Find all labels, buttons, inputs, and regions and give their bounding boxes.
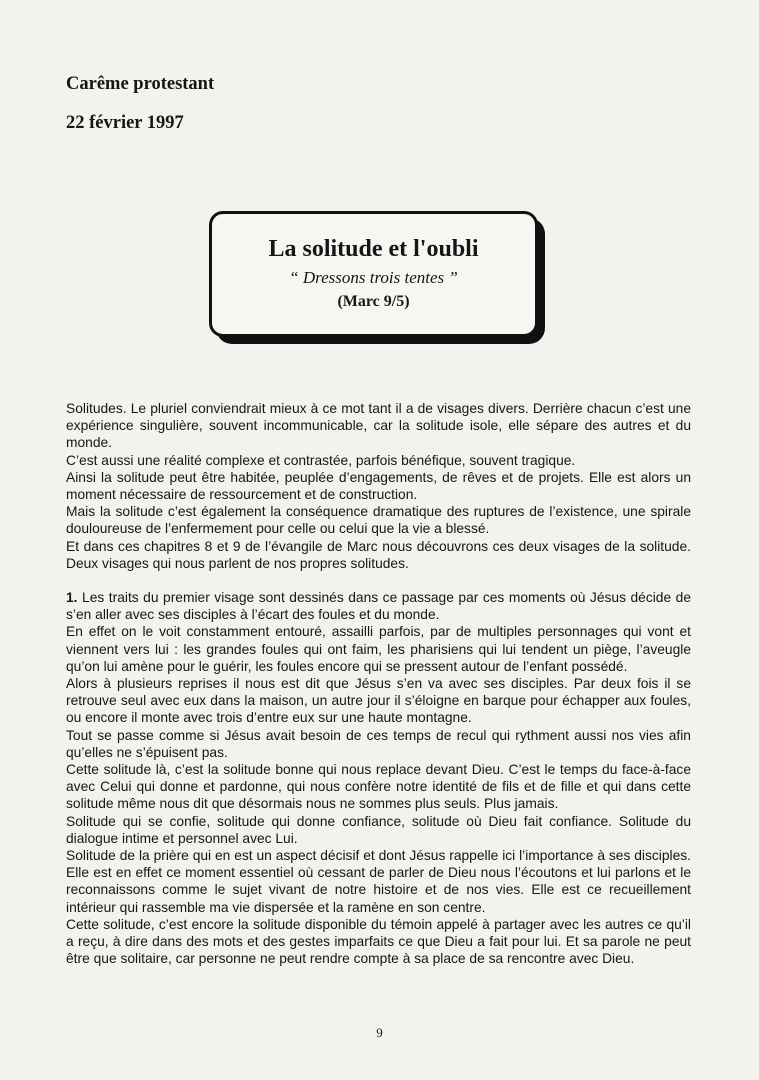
paragraph: Solitude qui se confie, solitude qui donne confiance, solitude où Dieu fait confiance. Solitude du dialogue intime et personnel avec Lui. (66, 813, 691, 846)
scripture-reference: (Marc 9/5) (337, 293, 410, 310)
body-text (66, 400, 691, 968)
paragraph-gap (66, 572, 691, 589)
paragraph: Alors à plusieurs reprises il nous est dit que Jésus s’en va avec ses disciples. Par deux fois il se retrouve seul avec eux dans la maison, un autre jour il s’éloigne en barque pour échapper aux foules, ou encore il monte avec trois d’entre eux sur une haute montagne. (66, 676, 691, 726)
paragraph: Mais la solitude c’est également la conséquence dramatique des ruptures de l’existence, une spirale douloureuse de l’enfermement pour celle ou celui que la vie a blessé. (66, 504, 691, 537)
paragraph: Cette solitude là, c’est la solitude bonne qui nous replace devant Dieu. C’est le temps du face-à-face avec Celui qui donne et pardonne, qui nous confère notre identité de fils et de fille et qui dans cette solitude même nous dit que désormais nous ne sommes plus seuls. Plus jamais. (66, 762, 691, 812)
paragraph: En effet on le voit constamment entouré, assailli parfois, par de multiples personnages qui vont et viennent vers lui : les grandes foules qui ont faim, les pharisiens qui lui tendent un piège, l’aveugle qu’on lui amène pour le guérir, les foules encore qui se pressent autour de l’enfant possédé. (66, 624, 691, 674)
sermon-subtitle: “ Dressons trois tentes ” (289, 268, 458, 287)
paragraph: Solitudes. Le pluriel conviendrait mieux à ce mot tant il a de visages divers. Derrière chacun c’est une expérience singulière, souvent incommunicable, car la solitude isole, elle sépare des autres et du monde. (66, 401, 691, 451)
section-1-text: Les traits du premier visage sont dessinés dans ce passage par ces moments où Jésus décide de s’en aller avec ses disciples à l’écart des foules et du monde. (66, 590, 691, 623)
paragraph: Solitude de la prière qui en est un aspect décisif et dont Jésus rappelle ici l’importance à ses disciples. Elle est en effet ce moment essentiel où cessant de parler de Dieu nous l’écoutons et lui parlons et le reconnaissons comme le sujet vivant de notre histoire et de nos vies. Elle est ce recueillement intérieur qui rassemble ma vie dispersée et la ramène en son centre. (66, 848, 691, 915)
section-number: 1. (66, 590, 78, 606)
paragraph: C’est aussi une réalité complexe et contrastée, parfois bénéfique, souvent tragique. (66, 452, 576, 468)
paragraph: Et dans ces chapitres 8 et 9 de l’évangile de Marc nous découvrons ces deux visages de la solitude. Deux visages qui nous parlent de nos propres solitudes. (66, 538, 691, 571)
sermon-title: La solitude et l'oubli (268, 236, 479, 262)
section-1-paragraph (66, 589, 691, 623)
paragraph: Tout se passe comme si Jésus avait besoin de ces temps de recul qui rythment aussi nos vies afin qu’elles ne s’épuisent pas. (66, 727, 691, 760)
header-title: Carême protestant (66, 74, 215, 94)
paragraph: Cette solitude, c’est encore la solitude disponible du témoin appelé à partager avec les autres ce qu’il a reçu, à dire dans des mots et des gestes imparfaits ce que Dieu a fait pour lui. Et sa parole ne peut être que solitaire, car personne ne peut rendre compte à sa place de sa rencontre avec Dieu. (66, 916, 691, 967)
title-box (209, 211, 538, 337)
paragraph: Ainsi la solitude peut être habitée, peuplée d’engagements, de rêves et de projets. Elle est alors un moment nécessaire de ressourcement et de construction. (66, 469, 691, 503)
header-date: 22 février 1997 (66, 113, 184, 133)
page-number: 9 (376, 1025, 383, 1040)
